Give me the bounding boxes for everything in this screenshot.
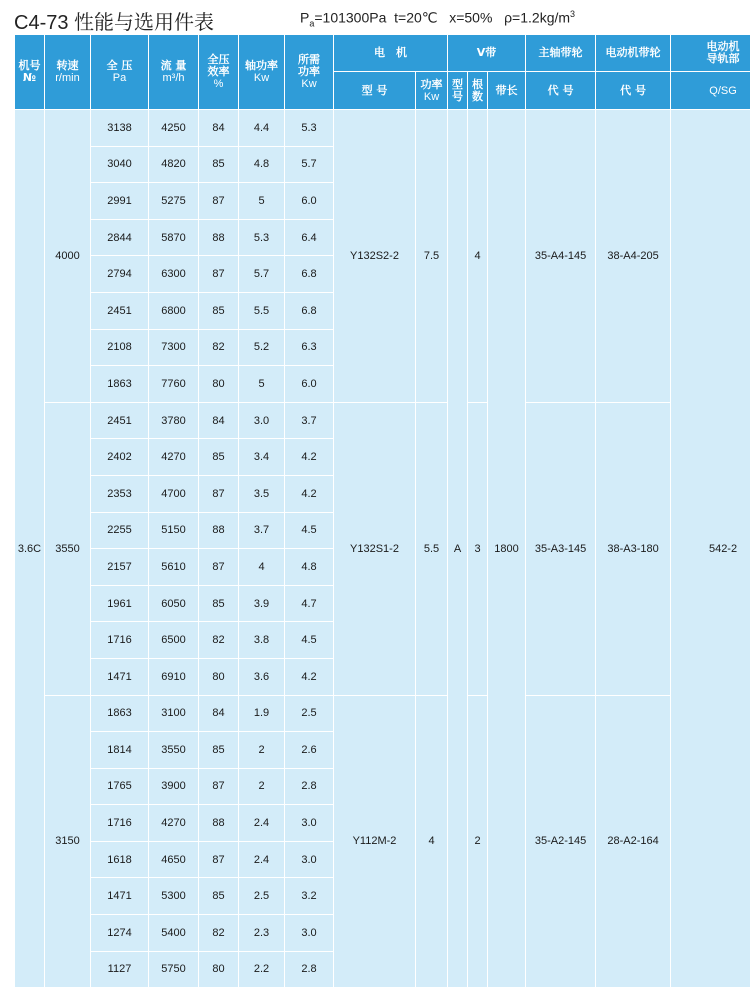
motor-power-cell: 4 (416, 695, 448, 988)
pressure-cell: 2255 (91, 512, 149, 549)
flow-cell: 5870 (149, 219, 199, 256)
required-power-cell: 4.2 (285, 658, 334, 695)
flow-cell: 3550 (149, 732, 199, 769)
header-spindle-code: 代 号 (526, 72, 596, 110)
page-title: C4-73 性能与选用件表 (14, 12, 215, 34)
efficiency-cell: 80 (199, 658, 239, 695)
pressure-cell: 2451 (91, 402, 149, 439)
pressure-cell: 2991 (91, 183, 149, 220)
shaft-power-cell: 4.8 (239, 146, 285, 183)
flow-cell: 3900 (149, 768, 199, 805)
pressure-cell: 1471 (91, 878, 149, 915)
required-power-cell: 6.0 (285, 366, 334, 403)
required-power-cell: 2.6 (285, 732, 334, 769)
pressure-cell: 1961 (91, 585, 149, 622)
pressure-cell: 1127 (91, 951, 149, 988)
flow-cell: 5300 (149, 878, 199, 915)
pressure-cell: 2794 (91, 256, 149, 293)
efficiency-cell: 85 (199, 146, 239, 183)
pressure-cell: 1814 (91, 732, 149, 769)
motor-model-cell: Y132S1-2 (334, 402, 416, 695)
efficiency-cell: 84 (199, 695, 239, 732)
shaft-power-cell: 5.3 (239, 219, 285, 256)
humidity-value: x=50% (449, 9, 493, 26)
pressure-cell: 2157 (91, 549, 149, 586)
efficiency-cell: 85 (199, 292, 239, 329)
pressure-cell: 1765 (91, 768, 149, 805)
flow-cell: 5750 (149, 951, 199, 988)
required-power-cell: 2.5 (285, 695, 334, 732)
shaft-power-cell: 1.9 (239, 695, 285, 732)
efficiency-cell: 87 (199, 841, 239, 878)
header-belt-count: 根 数 (468, 72, 488, 110)
required-power-cell: 6.3 (285, 329, 334, 366)
flow-cell: 5610 (149, 549, 199, 586)
required-power-cell: 3.2 (285, 878, 334, 915)
motor-power-cell: 7.5 (416, 110, 448, 403)
required-power-cell: 6.8 (285, 292, 334, 329)
required-power-cell: 4.7 (285, 585, 334, 622)
pressure-cell: 1863 (91, 695, 149, 732)
shaft-power-cell: 2 (239, 768, 285, 805)
header-speed: 转速 r/min (45, 35, 91, 110)
table-header (15, 35, 750, 110)
required-power-cell: 3.0 (285, 915, 334, 952)
efficiency-cell: 88 (199, 512, 239, 549)
required-power-cell: 2.8 (285, 951, 334, 988)
flow-cell: 6800 (149, 292, 199, 329)
shaft-power-cell: 3.5 (239, 475, 285, 512)
pressure-symbol: P (300, 9, 310, 26)
efficiency-cell: 84 (199, 110, 239, 147)
shaft-power-cell: 3.4 (239, 439, 285, 476)
flow-cell: 6500 (149, 622, 199, 659)
title-bar (0, 0, 750, 34)
required-power-cell: 5.7 (285, 146, 334, 183)
header-belt-type: 型 号 (448, 72, 468, 110)
spindle-pulley-cell: 35-A3-145 (526, 402, 596, 695)
motor-model-cell: Y112M-2 (334, 695, 416, 988)
motor-pulley-cell: 38-A3-180 (596, 402, 671, 695)
efficiency-cell: 87 (199, 183, 239, 220)
speed-cell: 3550 (45, 402, 91, 695)
efficiency-cell: 82 (199, 915, 239, 952)
required-power-cell: 3.0 (285, 805, 334, 842)
header-efficiency: 全压 效率 % (199, 35, 239, 110)
pressure-subscript: a (309, 18, 315, 29)
pressure-cell: 1274 (91, 915, 149, 952)
shaft-power-cell: 4 (239, 549, 285, 586)
shaft-power-cell: 3.7 (239, 512, 285, 549)
shaft-power-cell: 5 (239, 183, 285, 220)
efficiency-cell: 87 (199, 768, 239, 805)
required-power-cell: 6.4 (285, 219, 334, 256)
required-power-cell: 3.7 (285, 402, 334, 439)
pressure-cell: 3040 (91, 146, 149, 183)
pressure-cell: 2402 (91, 439, 149, 476)
header-motor-power: 功率 Kw (416, 72, 448, 110)
header-v-belt: V带 (448, 35, 526, 72)
efficiency-cell: 82 (199, 329, 239, 366)
pressure-cell: 2844 (91, 219, 149, 256)
header-rail-unit: Q/SG (671, 72, 750, 110)
required-power-cell: 6.8 (285, 256, 334, 293)
shaft-power-cell: 5.5 (239, 292, 285, 329)
belt-type-cell: A (448, 110, 468, 988)
shaft-power-cell: 2.2 (239, 951, 285, 988)
pressure-cell: 2451 (91, 292, 149, 329)
belt-length-cell: 1800 (488, 110, 526, 988)
flow-cell: 5400 (149, 915, 199, 952)
shaft-power-cell: 2.5 (239, 878, 285, 915)
pressure-cell: 2108 (91, 329, 149, 366)
flow-cell: 6300 (149, 256, 199, 293)
required-power-cell: 4.5 (285, 622, 334, 659)
shaft-power-cell: 3.0 (239, 402, 285, 439)
required-power-cell: 4.5 (285, 512, 334, 549)
flow-cell: 4270 (149, 805, 199, 842)
efficiency-cell: 88 (199, 805, 239, 842)
pressure-cell: 1716 (91, 805, 149, 842)
efficiency-cell: 85 (199, 878, 239, 915)
shaft-power-cell: 2 (239, 732, 285, 769)
table-body (15, 110, 750, 988)
shaft-power-cell: 3.9 (239, 585, 285, 622)
table-row (15, 402, 750, 439)
header-pressure: 全 压 Pa (91, 35, 149, 110)
efficiency-cell: 82 (199, 622, 239, 659)
spindle-pulley-cell: 35-A2-145 (526, 695, 596, 988)
temperature-value: t=20℃ (394, 9, 438, 26)
efficiency-cell: 85 (199, 439, 239, 476)
required-power-cell: 5.3 (285, 110, 334, 147)
density-exponent: 3 (570, 9, 576, 19)
rail-cell: 542-2 (671, 110, 750, 988)
spindle-pulley-cell: 35-A4-145 (526, 110, 596, 403)
pressure-cell: 1863 (91, 366, 149, 403)
shaft-power-cell: 2.4 (239, 841, 285, 878)
table-row (15, 110, 750, 147)
flow-cell: 4270 (149, 439, 199, 476)
shaft-power-cell: 2.4 (239, 805, 285, 842)
flow-cell: 7760 (149, 366, 199, 403)
required-power-cell: 4.2 (285, 475, 334, 512)
efficiency-cell: 80 (199, 366, 239, 403)
required-power-cell: 3.0 (285, 841, 334, 878)
header-motor-pulley: 电动机带轮 (596, 35, 671, 72)
flow-cell: 4650 (149, 841, 199, 878)
pressure-cell: 3138 (91, 110, 149, 147)
motor-pulley-cell: 28-A2-164 (596, 695, 671, 988)
efficiency-cell: 85 (199, 585, 239, 622)
required-power-cell: 6.0 (285, 183, 334, 220)
shaft-power-cell: 4.4 (239, 110, 285, 147)
shaft-power-cell: 2.3 (239, 915, 285, 952)
pressure-value: =101300Pa (314, 9, 387, 26)
speed-cell: 3150 (45, 695, 91, 988)
header-shaft-power: 轴功率 Kw (239, 35, 285, 110)
efficiency-cell: 84 (199, 402, 239, 439)
pressure-cell: 1618 (91, 841, 149, 878)
efficiency-cell: 87 (199, 256, 239, 293)
efficiency-cell: 87 (199, 475, 239, 512)
efficiency-cell: 88 (199, 219, 239, 256)
motor-pulley-cell: 38-A4-205 (596, 110, 671, 403)
flow-cell: 5275 (149, 183, 199, 220)
motor-power-cell: 5.5 (416, 402, 448, 695)
header-motor: 电 机 (334, 35, 448, 72)
required-power-cell: 4.8 (285, 549, 334, 586)
flow-cell: 6050 (149, 585, 199, 622)
flow-cell: 6910 (149, 658, 199, 695)
pressure-cell: 1471 (91, 658, 149, 695)
motor-model-cell: Y132S2-2 (334, 110, 416, 403)
speed-cell: 4000 (45, 110, 91, 403)
flow-cell: 3780 (149, 402, 199, 439)
table-row (15, 695, 750, 732)
shaft-power-cell: 5.2 (239, 329, 285, 366)
shaft-power-cell: 5 (239, 366, 285, 403)
flow-cell: 4700 (149, 475, 199, 512)
pressure-cell: 2353 (91, 475, 149, 512)
header-spindle-pulley: 主轴带轮 (526, 35, 596, 72)
belt-count-cell: 4 (468, 110, 488, 403)
efficiency-cell: 87 (199, 549, 239, 586)
flow-cell: 7300 (149, 329, 199, 366)
flow-cell: 4250 (149, 110, 199, 147)
machine-no-cell: 3.6C (15, 110, 45, 988)
required-power-cell: 2.8 (285, 768, 334, 805)
test-conditions (300, 9, 575, 28)
shaft-power-cell: 5.7 (239, 256, 285, 293)
belt-count-cell: 2 (468, 695, 488, 988)
required-power-cell: 4.2 (285, 439, 334, 476)
flow-cell: 5150 (149, 512, 199, 549)
flow-cell: 3100 (149, 695, 199, 732)
header-belt-length: 带长 (488, 72, 526, 110)
header-rail: 电动机 导轨部 (671, 35, 750, 72)
header-required-power: 所需 功率 Kw (285, 35, 334, 110)
header-flow: 流 量 m³/h (149, 35, 199, 110)
shaft-power-cell: 3.8 (239, 622, 285, 659)
efficiency-cell: 80 (199, 951, 239, 988)
pressure-cell: 1716 (91, 622, 149, 659)
efficiency-cell: 85 (199, 732, 239, 769)
belt-count-cell: 3 (468, 402, 488, 695)
selection-table (14, 34, 750, 988)
density-value: ρ=1.2kg/m (504, 9, 571, 26)
flow-cell: 4820 (149, 146, 199, 183)
header-machine-no: 机号 № (15, 35, 45, 110)
shaft-power-cell: 3.6 (239, 658, 285, 695)
header-motor-pulley-code: 代 号 (596, 72, 671, 110)
header-motor-model: 型 号 (334, 72, 416, 110)
